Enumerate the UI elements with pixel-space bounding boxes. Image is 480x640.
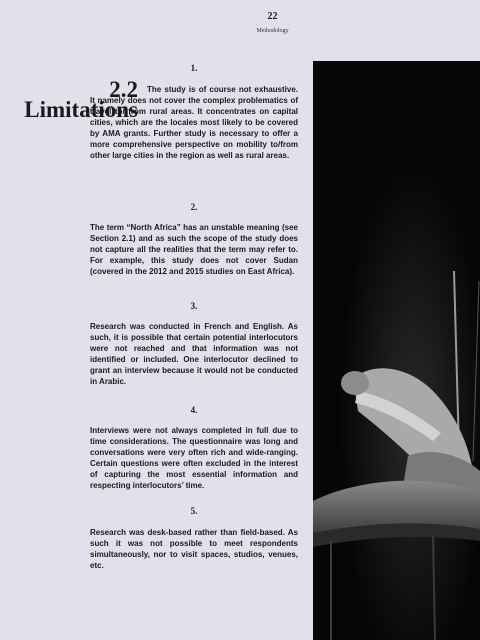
- performer-head: [341, 371, 369, 395]
- item-3-text: Research was conducted in French and English. As such, it is possible that certain potential interlocutors were not reached and that information was not identified or included. One interlocutor declined to grant an interview because it would not be conducted in Arabic.: [90, 322, 298, 386]
- page-number: 22: [267, 11, 278, 22]
- running-head: Methodology: [256, 28, 289, 34]
- item-1-number: 1.: [190, 63, 198, 73]
- item-5-number: 5.: [190, 506, 198, 516]
- performer-illustration: [313, 61, 480, 640]
- photo-background: [313, 61, 480, 640]
- section-number: 2.2: [109, 77, 138, 102]
- item-1-text: The study is of course not exhaustive. It namely does not cover the complex problematics of travel to/ from rural areas. It concentrates on capital cities, which are the locales most likely to be covered by AMA grants. Further study is necessary to offer a more comprehensive perspective on mobility to/from other large cities in the region as well as rural areas.: [90, 85, 298, 160]
- item-3-number: 3.: [190, 301, 198, 311]
- item-4-text: Interviews were not always completed in full due to time considerations. The questionnaire was long and conversations were very often rich and wide-ranging. Certain questions were often excluded in the interest of capturing the most essential information and respecting interlocutors’ time.: [90, 426, 298, 490]
- item-4-number: 4.: [190, 405, 198, 415]
- item-5-text: Research was desk-based rather than field-based. As such it was not possible to meet respondents simultaneously, nor to visit spaces, studios, venues, etc.: [90, 528, 298, 570]
- item-2-text: The term “North Africa” has an unstable meaning (see Section 2.1) and as such the scope of the study does not capture all the realities that the term may refer to. For example, this study does not cover Sudan (covered in the 2012 and 2015 studies on East Africa).: [90, 223, 298, 276]
- performance-photo: [313, 61, 480, 640]
- item-2-number: 2.: [190, 202, 198, 212]
- section-title: Limitations: [24, 97, 138, 122]
